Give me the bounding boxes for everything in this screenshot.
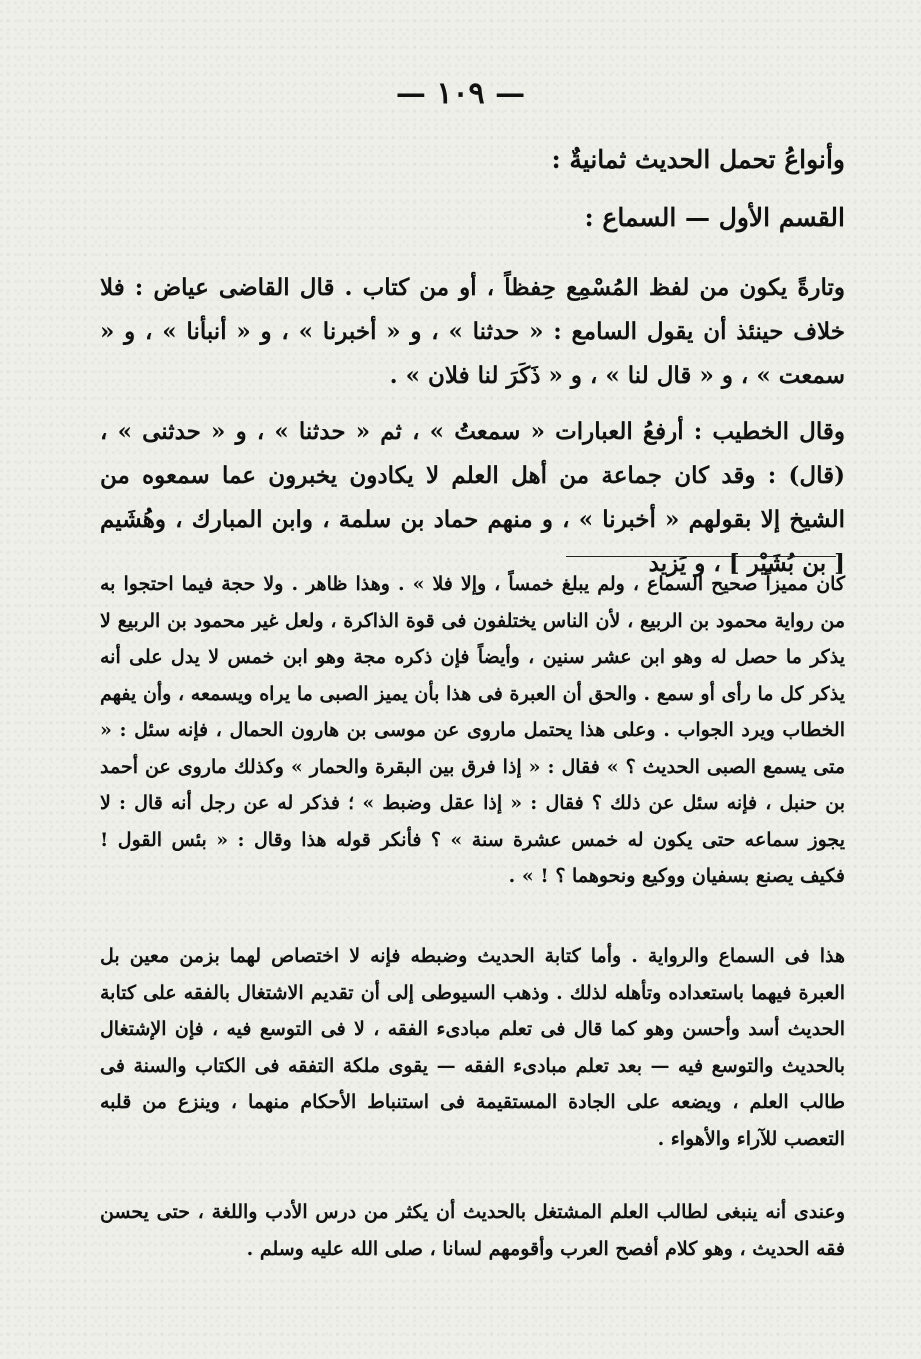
footnote-paragraph-1 (100, 566, 845, 895)
main-paragraph-1-text: وتارةً يكون من لفظ المُسْمِع حِفظاً ، أو من كتاب . قال القاضى عياض : فلا خلاف حينئذ أن يقول السامع : « حدثنا » ، و « أخبرنا » ، و « أنبأنا » ، و « سمعت » ، و « قال لنا » ، و « ذَكَرَ لنا فلان » . (100, 274, 845, 389)
section-title-text: القسم الأول — السماع : (584, 203, 845, 232)
footnote-paragraph-2-text: هذا فى السماع والرواية . وأما كتابة الحديث وضبطه فإنه لا اختصاص لهما بزمن معين بل العبرة فيهما باستعداده وتأهله لذلك . وذهب السيوطى إلى أن تقديم الاشتغال بالفقه على كتابة الحديث أسد وأحسن وهو كما قال فى تعلم مبادىء الفقه ، لا فى التوسع فيه ، فإن الإشتغال بالحديث والتوسع فيه — بعد تعلم مبادىء الفقه — يقوى ملكة التفقه فى الكتاب والسنة فى طالب العلم ، ويضعه على الجادة المستقيمة فى استنباط الأحكام منهما ، وينزع من قلبه التعصب للآراء والأهواء . (100, 945, 845, 1150)
heading-text: وأنواعُ تحمل الحديث ثمانيةٌ : (551, 145, 845, 174)
main-paragraph-1 (100, 266, 845, 398)
footnote-paragraph-3 (100, 1194, 845, 1267)
intro-heading (100, 140, 845, 180)
section-title (100, 198, 845, 238)
main-paragraph-2 (100, 410, 845, 586)
footnote-paragraph-2 (100, 938, 845, 1157)
page-number: — ١٠٩ — (395, 76, 526, 111)
footnote-paragraph-3-text: وعندى أنه ينبغى لطالب العلم المشتغل بالحديث أن يكثر من درس الأدب واللغة ، حتى يحسن فقه الحديث ، وهو كلام أفصح العرب وأقومهم لسانا ، صلى الله عليه وسلم . (100, 1201, 845, 1260)
main-paragraph-2-text: وقال الخطيب : أرفعُ العبارات « سمعتُ » ، ثم « حدثنا » ، و « حدثنى » ، (قال) : وقد كان جماعة من أهل العلم لا يكادون يخبرون عما سمعوه من الشيخ إلا بقولهم « أخبرنا » ، و منهم حماد بن سلمة ، وابن المبارك ، وهُشَيم [ بن بُشَيْر ] ، و يَزيد (100, 418, 846, 577)
footnote-separator (566, 556, 836, 557)
footnote-paragraph-1-text: كان مميزاً صحيح السماع ، ولم يبلغ خمساً ، وإلا فلا » . وهذا ظاهر . ولا حجة فيما احتجوا به من رواية محمود بن الربيع ، لأن الناس يختلفون فى قوة الذاكرة ، ولعل غير محمود بن الربيع لا يذكر ما حصل له وهو ابن عشر سنين ، وأيضاً فإن ذكره مجة وهو ابن خمس لا يدل على أنه يذكر كل ما رأى أو سمع . والحق أن العبرة فى هذا بأن يميز الصبى ما يراه ويسمعه ، وأن يفهم الخطاب ويرد الجواب . وعلى هذا يحتمل ماروى عن موسى بن هارون الحمال ، فإنه سئل : « متى يسمع الصبى الحديث ؟ » فقال : « إذا فرق بين البقرة والحمار » وكذلك ماروى عن أحمد بن حنبل ، فإنه سئل عن ذلك ؟ فقال : « إذا عقل وضبط » ؛ فذكر له عن رجل أنه قال : لا يجوز سماعه حتى يكون له خمس عشرة سنة » ؟ فأنكر قوله هذا وقال : « بئس القول ! فكيف يصنع بسفيان ووكيع ونحوهما ؟ ! » . (100, 573, 845, 887)
